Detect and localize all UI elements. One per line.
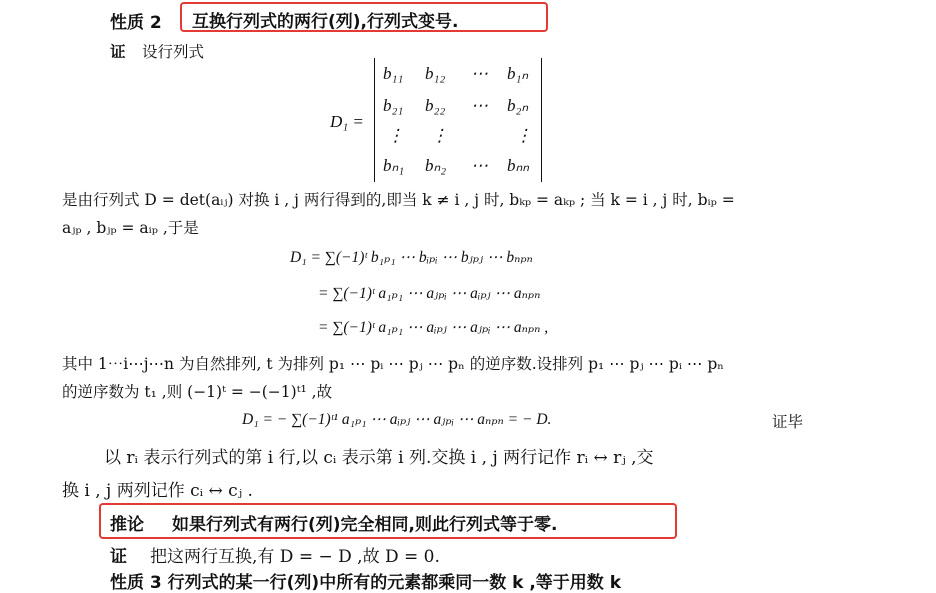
matrix-cell: ⋯: [471, 96, 488, 115]
property-statement: 互换行列式的两行(列),行列式变号.: [192, 12, 459, 32]
paragraph-line: 是由行列式 D = det(aᵢⱼ) 对换 i , j 两行得到的,即当 k ≠ i , j 时, bₖₚ = aₖₚ ; 当 k = i , j 时, bᵢₚ =: [62, 191, 735, 209]
matrix-cell: ⋮: [387, 126, 404, 145]
matrix-cell: bₙ₁: [383, 156, 405, 175]
paragraph-line: 换 i , j 两列记作 cᵢ ↔ cⱼ .: [62, 481, 253, 501]
matrix-cell: bₙ₂: [425, 156, 447, 175]
equation-line: = ∑(−1)ᵗ a₁ₚ₁ ⋯ aᵢₚⱼ ⋯ aⱼₚᵢ ⋯ aₙₚₙ ,: [318, 319, 549, 336]
paragraph-line: 的逆序数为 t₁ ,则 (−1)ᵗ = −(−1)ᵗ¹ ,故: [62, 383, 333, 401]
corollary-label: 推论: [110, 515, 144, 535]
proof-marker: 证: [110, 547, 127, 567]
paragraph-line: 其中 1⋯i⋯j⋯n 为自然排列, t 为排列 p₁ ⋯ pᵢ ⋯ pⱼ ⋯ pₙ 的逆序数.设排列 p₁ ⋯ pⱼ ⋯ pᵢ ⋯ pₙ: [62, 355, 724, 373]
matrix-cell: ⋮: [431, 126, 448, 145]
matrix-cell: ⋯: [471, 156, 488, 175]
d1-label: D₁ =: [330, 112, 364, 131]
matrix-cell: b₁₂: [425, 64, 446, 83]
equation-line: D₁ = ∑(−1)ᵗ b₁ₚ₁ ⋯ bᵢₚᵢ ⋯ bⱼₚⱼ ⋯ bₙₚₙ: [290, 249, 533, 266]
cutoff-line: 性质 3 行列式的某一行(列)中所有的元素都乘同一数 k ,等于用数 k: [110, 573, 622, 593]
proof-end-marker: 证毕: [772, 413, 804, 431]
matrix-cell: b₂₁: [383, 96, 404, 115]
determinant-matrix: [374, 58, 542, 182]
property-label: 性质 2: [110, 13, 162, 33]
equation-line: = ∑(−1)ᵗ a₁ₚ₁ ⋯ aⱼₚᵢ ⋯ aᵢₚⱼ ⋯ aₙₚₙ: [318, 285, 541, 302]
matrix-cell: b₁₁: [383, 64, 404, 83]
proof-intro: 设行列式: [142, 43, 205, 61]
matrix-cell: ⋮: [515, 126, 532, 145]
matrix-cell: b₂ₙ: [507, 96, 529, 115]
matrix-cell: bₙₙ: [507, 156, 530, 175]
paragraph-line: 以 rᵢ 表示行列式的第 i 行,以 cᵢ 表示第 i 列.交换 i , j 两行记作 rᵢ ↔ rⱼ ,交: [104, 448, 654, 468]
paragraph-line: aⱼₚ , bⱼₚ = aᵢₚ ,于是: [62, 219, 199, 237]
final-equation: D₁ = − ∑(−1)ᵗ¹ a₁ₚ₁ ⋯ aᵢₚⱼ ⋯ aⱼₚᵢ ⋯ aₙₚₙ = − D.: [242, 411, 552, 428]
proof-text: 把这两行互换,有 D = − D ,故 D = 0.: [150, 547, 440, 567]
matrix-cell: ⋯: [471, 64, 488, 83]
corollary-text: 如果行列式有两行(列)完全相同,则此行列式等于零.: [172, 515, 558, 535]
matrix-cell: b₁ₙ: [507, 64, 529, 83]
proof-marker: 证: [110, 43, 126, 61]
matrix-cell: b₂₂: [425, 96, 446, 115]
